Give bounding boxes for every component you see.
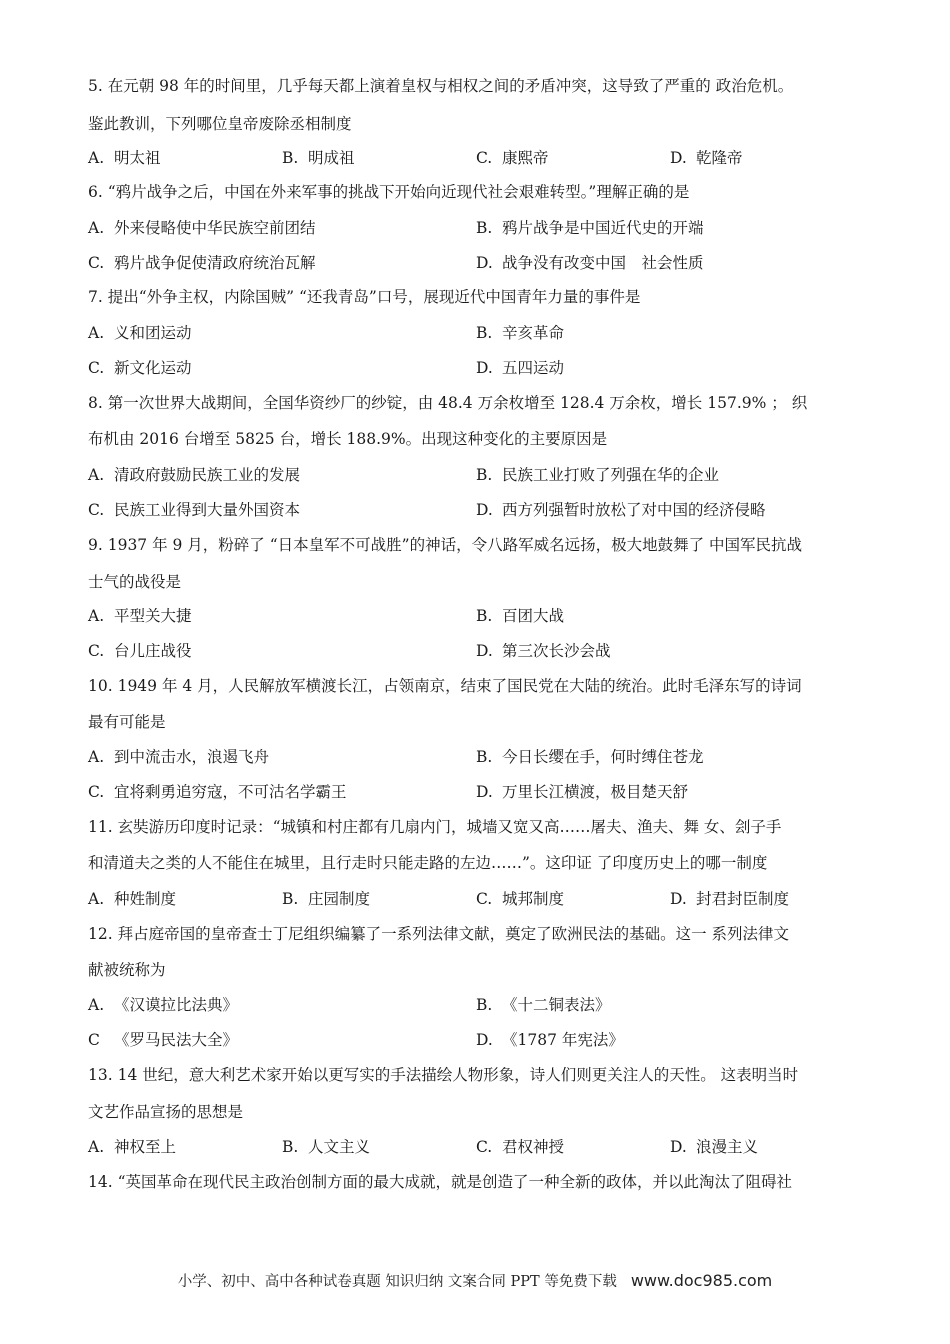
question-5-option-d[interactable]: D. 乾隆帝 (670, 149, 743, 167)
question-12-option-c[interactable]: C 《罗马民法大全》 (88, 1031, 239, 1049)
footer-text: 小学、初中、高中各种试卷真题 知识归纳 文案合同 PPT 等免费下载 (177, 1274, 617, 1290)
question-10-option-b[interactable]: B. 今日长缨在手，何时缚住苍龙 (476, 748, 704, 766)
question-8-option-b[interactable]: B. 民族工业打败了列强在华的企业 (476, 466, 720, 484)
question-8-option-d[interactable]: D. 西方列强暂时放松了对中国的经济侵略 (476, 501, 766, 519)
question-13-option-b[interactable]: B. 人文主义 (282, 1138, 371, 1156)
question-5-option-c[interactable]: C. 康熙帝 (476, 149, 549, 167)
question-13-line-2: 文艺作品宣扬的思想是 (88, 1103, 244, 1121)
question-9-option-c[interactable]: C. 台儿庄战役 (88, 642, 192, 660)
question-10-line-1: 10. 1949 年 4 月，人民解放军横渡长江，占领南京，结束了国民党在大陆的统治。此时毛泽东写的诗词 (88, 677, 802, 695)
question-9-line-2: 士气的战役是 (88, 573, 182, 591)
question-6-option-c[interactable]: C. 鸦片战争促使清政府统治瓦解 (88, 254, 316, 272)
question-6-option-a[interactable]: A. 外来侵略使中华民族空前团结 (88, 219, 316, 237)
question-12-option-b[interactable]: B. 《十二铜表法》 (476, 996, 611, 1014)
question-13-option-a[interactable]: A. 神权至上 (88, 1138, 177, 1156)
question-9-option-d[interactable]: D. 第三次长沙会战 (476, 642, 611, 660)
question-11-option-a[interactable]: A. 种姓制度 (88, 890, 177, 908)
question-6-line-1: 6. “鸦片战争之后，中国在外来军事的挑战下开始向近现代社会艰难转型。”理解正确的是 (88, 183, 690, 201)
question-7-line-1: 7. 提出“外争主权，内除国贼” “还我青岛”口号，展现近代中国青年力量的事件是 (88, 288, 641, 306)
question-5-line-1: 5. 在元朝 98 年的时间里，几乎每天都上演着皇权与相权之间的矛盾冲突，这导致了严重的 政治危机。 (88, 77, 794, 95)
question-14-line-1: 14. “英国革命在现代民主政治创制方面的最大成就，就是创造了一种全新的政体，并以此淘汰了阻碍社 (88, 1173, 793, 1191)
question-12-line-1: 12. 拜占庭帝国的皇帝查士丁尼组织编纂了一系列法律文献，奠定了欧洲民法的基础。这一 系列法律文 (88, 925, 790, 943)
question-10-option-a[interactable]: A. 到中流击水，浪遏飞舟 (88, 748, 270, 766)
question-10-option-d[interactable]: D. 万里长江横渡，极目楚天舒 (476, 783, 689, 801)
question-8-line-1: 8. 第一次世界大战期间，全国华资纱厂的纱锭，由 48.4 万余枚增至 128.4 万余枚，增长 157.9% ； 织 (88, 394, 808, 412)
question-8-line-2: 布机由 2016 台增至 5825 台，增长 188.9%。出现这种变化的主要原因是 (88, 430, 608, 448)
question-7-option-c[interactable]: C. 新文化运动 (88, 359, 192, 377)
question-9-option-b[interactable]: B. 百团大战 (476, 607, 565, 625)
question-6-option-d[interactable]: D. 战争没有改变中国 社会性质 (476, 254, 704, 272)
question-5-option-b[interactable]: B. 明成祖 (282, 149, 355, 167)
question-11-line-1: 11. 玄奘游历印度时记录：“城镇和村庄都有几扇内门，城墙又宽又高……屠夫、渔夫、舞 女、刽子手 (88, 818, 782, 836)
question-13-line-1: 13. 14 世纪，意大利艺术家开始以更写实的手法描绘人物形象，诗人们则更关注人的天性。 这表明当时 (88, 1066, 799, 1084)
question-12-option-d[interactable]: D. 《1787 年宪法》 (476, 1031, 624, 1049)
question-12-option-a[interactable]: A. 《汉谟拉比法典》 (88, 996, 239, 1014)
question-9-line-1: 9. 1937 年 9 月，粉碎了 “日本皇军不可战胜”的神话，令八路军威名远扬，极大地鼓舞了 中国军民抗战 (88, 536, 803, 554)
question-11-option-d[interactable]: D. 封君封臣制度 (670, 890, 790, 908)
question-11-option-c[interactable]: C. 城邦制度 (476, 890, 565, 908)
page-footer (0, 1270, 950, 1291)
question-13-option-c[interactable]: C. 君权神授 (476, 1138, 565, 1156)
question-6-option-b[interactable]: B. 鸦片战争是中国近代史的开端 (476, 219, 704, 237)
question-11-line-2: 和清道夫之类的人不能住在城里，且行走时只能走路的左边……”。这印证 了印度历史上的哪一制度 (88, 854, 768, 872)
question-7-option-d[interactable]: D. 五四运动 (476, 359, 565, 377)
question-8-option-c[interactable]: C. 民族工业得到大量外国资本 (88, 501, 301, 519)
question-13-option-d[interactable]: D. 浪漫主义 (670, 1138, 759, 1156)
question-7-option-a[interactable]: A. 义和团运动 (88, 324, 192, 342)
question-7-option-b[interactable]: B. 辛亥革命 (476, 324, 565, 342)
question-12-line-2: 献被统称为 (88, 961, 166, 979)
question-10-option-c[interactable]: C. 宜将剩勇追穷寇，不可沽名学霸王 (88, 783, 347, 801)
question-8-option-a[interactable]: A. 清政府鼓励民族工业的发展 (88, 466, 301, 484)
footer-site-link[interactable]: www.doc985.com (630, 1271, 773, 1290)
question-9-option-a[interactable]: A. 平型关大捷 (88, 607, 192, 625)
question-5-option-a[interactable]: A. 明太祖 (88, 149, 161, 167)
question-5-line-2: 鉴此教训，下列哪位皇帝废除丞相制度 (88, 115, 352, 133)
question-11-option-b[interactable]: B. 庄园制度 (282, 890, 371, 908)
question-10-line-2: 最有可能是 (88, 713, 166, 731)
